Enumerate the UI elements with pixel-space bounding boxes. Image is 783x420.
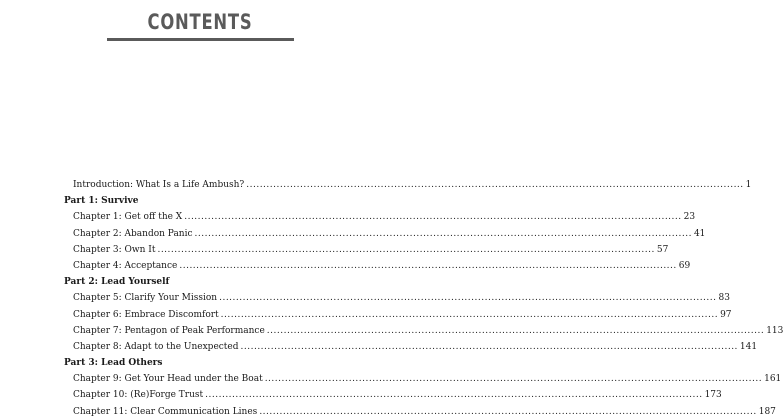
toc-entry — [64, 371, 782, 387]
toc-entry — [64, 307, 732, 323]
leader-dots — [179, 258, 676, 274]
contents-heading: CONTENTS — [147, 10, 253, 34]
leader-dots — [219, 290, 716, 306]
toc-entry — [64, 290, 730, 306]
leader-dots — [184, 209, 681, 225]
toc-page-number: 187 — [758, 406, 776, 417]
toc-page-number: 161 — [764, 374, 782, 385]
toc-page-number: 83 — [718, 293, 730, 304]
toc-page-number: 1 — [745, 180, 752, 190]
leader-dots — [221, 307, 718, 323]
toc-entry — [64, 177, 752, 193]
leader-dots — [205, 387, 702, 403]
part-title: Part 1: Survive — [64, 196, 139, 207]
toc-entry — [64, 387, 722, 403]
heading-rule — [107, 38, 294, 41]
toc-part-heading — [64, 193, 319, 209]
toc-page-number: 57 — [656, 244, 669, 255]
toc-part-heading — [64, 274, 319, 290]
toc-entry-title: Chapter 10: (Re)Forge Trust — [73, 390, 204, 401]
leader-dots — [241, 339, 738, 355]
toc-page-number: 113 — [766, 325, 783, 336]
toc-entry-title: Chapter 11: Clear Communication Lines — [73, 406, 258, 417]
toc-entry — [64, 404, 776, 420]
toc-entry-title: Chapter 9: Get Your Head under the Boat — [73, 374, 263, 385]
toc-page-number: 69 — [678, 260, 691, 271]
leader-dots — [259, 404, 756, 420]
toc-entry-title: Chapter 2: Abandon Panic — [73, 228, 193, 239]
leader-dots — [195, 226, 692, 242]
toc-page-number: 97 — [720, 309, 732, 320]
toc-page-number: 141 — [739, 341, 758, 352]
toc-entry-title: Chapter 6: Embrace Discomfort — [73, 309, 219, 320]
part-title: Part 2: Lead Yourself — [64, 277, 170, 288]
toc-page-number: 173 — [704, 390, 722, 401]
leader-dots — [246, 177, 743, 193]
toc-entry — [64, 209, 696, 225]
toc-entry-title: Chapter 8: Adapt to the Unexpected — [73, 341, 239, 352]
toc-page-number: 23 — [683, 212, 696, 223]
toc-entry-title: Chapter 4: Acceptance — [73, 260, 178, 271]
leader-dots — [265, 371, 762, 387]
toc-entry-title: Introduction: What Is a Life Ambush? — [73, 180, 245, 190]
toc-entry-title: Chapter 1: Get off the X — [73, 212, 183, 223]
leader-dots — [267, 323, 764, 339]
toc-entry — [64, 226, 706, 242]
toc-page-number: 41 — [693, 228, 706, 239]
toc-part-heading — [64, 355, 319, 371]
toc-entry — [64, 258, 691, 274]
table-of-contents — [64, 177, 783, 420]
toc-entry — [64, 323, 783, 339]
toc-entry-title: Chapter 7: Pentagon of Peak Performance — [73, 325, 265, 336]
toc-entry-title: Chapter 3: Own It — [73, 244, 156, 255]
part-title: Part 3: Lead Others — [64, 358, 163, 369]
leader-dots — [157, 242, 654, 258]
toc-entry — [64, 339, 758, 355]
toc-entry-title: Chapter 5: Clarify Your Mission — [73, 293, 218, 304]
toc-entry — [64, 242, 669, 258]
